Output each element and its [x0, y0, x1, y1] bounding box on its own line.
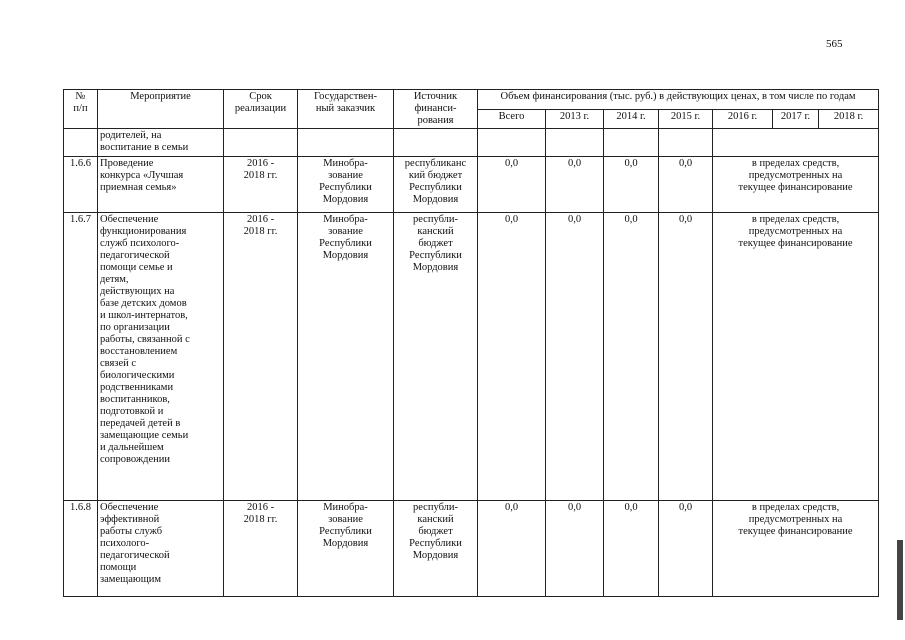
table-row: [64, 213, 879, 501]
header-2017: 2017 г.: [773, 109, 819, 129]
row-period: 2016 - 2018 гг.: [224, 501, 298, 597]
row-2014: [604, 129, 659, 157]
row-2013: 0,0: [546, 157, 604, 213]
row-2014: 0,0: [604, 501, 659, 597]
row-2013: 0,0: [546, 213, 604, 501]
row-num: [64, 129, 98, 157]
header-total: Всего: [478, 109, 546, 129]
row-2015: 0,0: [659, 213, 713, 501]
row-total: 0,0: [478, 157, 546, 213]
row-source: республи- канский бюджет Республики Мордовия: [394, 501, 478, 597]
table-row: [64, 501, 879, 597]
header-measure: Мероприятие: [98, 90, 224, 129]
row-2013: 0,0: [546, 501, 604, 597]
row-measure: Обеспечение функционирования служб психолого- педагогической помощи семье и детям, действующих на базе детских домов и школ-интернатов, по организации работы, связанной с восстановлением связей с биологическими родственниками воспитанников, подготовкой и передачей детей в замещающие семьи и дальнейшем сопровождении: [98, 213, 224, 501]
row-total: 0,0: [478, 213, 546, 501]
row-measure: Проведение конкурса «Лучшая приемная семья»: [98, 157, 224, 213]
row-2015: 0,0: [659, 157, 713, 213]
row-rest: в пределах средств, предусмотренных на текущее финансирование: [713, 501, 879, 597]
row-source: [394, 129, 478, 157]
header-row-main: [64, 90, 879, 110]
row-measure: Обеспечение эффективной работы служб психолого- педагогической помощи замещающим: [98, 501, 224, 597]
header-volume: Объем финансирования (тыс. руб.) в действующих ценах, в том числе по годам: [478, 90, 879, 110]
row-2014: 0,0: [604, 157, 659, 213]
row-rest: в пределах средств, предусмотренных на текущее финансирование: [713, 213, 879, 501]
row-2015: [659, 129, 713, 157]
row-period: 2016 - 2018 гг.: [224, 213, 298, 501]
financing-table: [63, 89, 879, 597]
row-total: 0,0: [478, 501, 546, 597]
row-customer: Минобра- зование Республики Мордовия: [298, 213, 394, 501]
header-source: Источник финанси- рования: [394, 90, 478, 129]
header-2016: 2016 г.: [713, 109, 773, 129]
row-num: 1.6.7: [64, 213, 98, 501]
row-2015: 0,0: [659, 501, 713, 597]
row-2013: [546, 129, 604, 157]
header-2018: 2018 г.: [819, 109, 879, 129]
table-row: [64, 129, 879, 157]
row-source: республиканс кий бюджет Республики Мордовия: [394, 157, 478, 213]
row-num: 1.6.6: [64, 157, 98, 213]
table-row: [64, 157, 879, 213]
row-measure: родителей, на воспитание в семьи: [98, 129, 224, 157]
header-num: № п/п: [64, 90, 98, 129]
page-number: 565: [826, 38, 843, 50]
header-customer: Государствен- ный заказчик: [298, 90, 394, 129]
row-customer: [298, 129, 394, 157]
header-2015: 2015 г.: [659, 109, 713, 129]
row-2014: 0,0: [604, 213, 659, 501]
row-rest: в пределах средств, предусмотренных на текущее финансирование: [713, 157, 879, 213]
header-2013: 2013 г.: [546, 109, 604, 129]
row-num: 1.6.8: [64, 501, 98, 597]
row-rest: [713, 129, 879, 157]
row-customer: Минобра- зование Республики Мордовия: [298, 157, 394, 213]
row-period: [224, 129, 298, 157]
row-source: республи- канский бюджет Республики Мордовия: [394, 213, 478, 501]
header-2014: 2014 г.: [604, 109, 659, 129]
row-customer: Минобра- зование Республики Мордовия: [298, 501, 394, 597]
scan-edge-mark: [897, 540, 903, 620]
row-period: 2016 - 2018 гг.: [224, 157, 298, 213]
row-total: [478, 129, 546, 157]
header-period: Срок реализации: [224, 90, 298, 129]
